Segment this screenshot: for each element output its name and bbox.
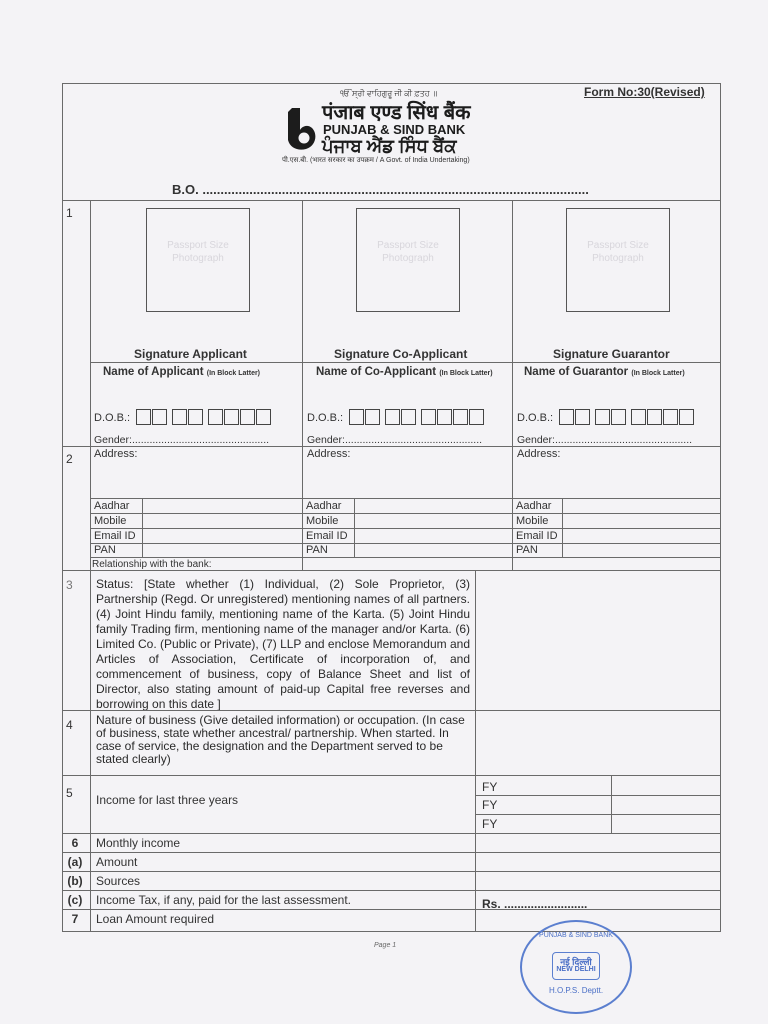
aadhar-label-guarantor: Aadhar <box>516 500 552 512</box>
mobile-label-guarantor: Mobile <box>516 515 549 527</box>
govt-undertaking: पी.एस.बी. (भारत सरकार का उपक्रम / A Govt. of India Undertaking) <box>282 157 470 164</box>
relationship-label: Relationship with the bank: <box>92 559 212 570</box>
dob-label-applicant: D.O.B.: <box>94 412 131 424</box>
name-guarantor-label: Name of Guarantor (In Block Latter) <box>524 366 685 378</box>
photo-placeholder: Passport Size Photograph <box>377 240 439 264</box>
amount-label: Amount <box>96 855 138 869</box>
bank-logo <box>282 106 320 152</box>
bank-name-hindi: पंजाब एण्ड सिंध बैंक <box>322 102 471 124</box>
row-number-c: (c) <box>67 893 83 907</box>
row-number-a: (a) <box>67 855 83 869</box>
monthly-income-label: Monthly income <box>96 836 181 850</box>
pan-label-co-applicant: PAN <box>306 544 328 556</box>
sources-label: Sources <box>96 874 141 888</box>
section-number-3: 3 <box>66 578 73 592</box>
status-description: Status: [State whether (1) Individual, (2) Sole Proprietor, (3) Partnership (Regd. Or unregistered) mentioning names of all partners. (4) Joint Hindu family, mentioning name of the Karta. (5) Joint Hindu family Trading firm, mentioning name of the manager and/or Karta. (6) Limited Co. (Public or Private), (7) LLP and enclose Memorandum and Articles of Association, Certificate of incorporation of, and commencement of business, copy of Balance Sheet and list of Director, also stating amount of paid-up Capital free reverses and borrowing on this date ] <box>96 577 470 711</box>
section-number-4: 4 <box>66 718 73 732</box>
email-label-co-applicant: Email ID <box>306 530 348 542</box>
bank-name-punjabi: ਪੰਜਾਬ ਐਂਡ ਸਿੰਧ ਬੈਂਕ <box>322 136 457 156</box>
email-label-applicant: Email ID <box>94 530 136 542</box>
dob-field-co-applicant[interactable] <box>349 409 485 425</box>
photo-box-guarantor[interactable] <box>566 208 670 312</box>
rs-field[interactable]: Rs. ......................... <box>482 897 588 911</box>
gender-field-applicant[interactable]: Gender:............................................... <box>94 434 270 446</box>
signature-co-applicant-label: Signature Co-Applicant <box>334 347 468 361</box>
section-number-5: 5 <box>66 786 73 800</box>
dob-label-co-applicant: D.O.B.: <box>307 412 344 424</box>
income-tax-label: Income Tax, if any, paid for the last assessment. <box>96 893 352 907</box>
pan-label-applicant: PAN <box>94 544 116 556</box>
email-label-guarantor: Email ID <box>516 530 558 542</box>
aadhar-label-co-applicant: Aadhar <box>306 500 342 512</box>
address-label-co-applicant: Address: <box>307 448 351 460</box>
dob-field-applicant[interactable] <box>136 409 272 425</box>
signature-applicant-label: Signature Applicant <box>134 347 247 361</box>
name-applicant-label: Name of Applicant (In Block Latter) <box>103 366 261 378</box>
fy-label-2: FY <box>482 798 498 812</box>
row-number-7: 7 <box>71 912 79 926</box>
row-number-6: 6 <box>71 836 79 850</box>
photo-placeholder: Passport Size Photograph <box>587 240 649 264</box>
name-co-applicant-label: Name of Co-Applicant (In Block Latter) <box>316 366 493 378</box>
section-number-1: 1 <box>66 206 73 220</box>
bank-name-english: PUNJAB & SIND BANK <box>323 122 466 137</box>
mobile-label-co-applicant: Mobile <box>306 515 339 527</box>
photo-placeholder: Passport Size Photograph <box>167 240 229 264</box>
row-number-b: (b) <box>67 874 83 888</box>
aadhar-label-applicant: Aadhar <box>94 500 130 512</box>
signature-guarantor-label: Signature Guarantor <box>553 347 670 361</box>
section-number-2: 2 <box>66 452 73 466</box>
fy-label-1: FY <box>482 780 498 794</box>
address-label-applicant: Address: <box>94 448 138 460</box>
fy-label-3: FY <box>482 817 498 831</box>
income-three-years-label: Income for last three years <box>96 793 239 807</box>
official-stamp: PUNJAB & SIND BANK नई दिल्ली NEW DELHI H.O.P.S. Deptt. <box>520 920 632 1014</box>
nature-of-business-description: Nature of business (Give detailed information) or occupation. (In case of business, state whether ancestral/ partnership. When started. In case of service, the designation and the Department served to be stated clearly) <box>96 713 465 766</box>
page-number: Page 1 <box>374 942 397 949</box>
motto: ੴ ਸ੍ਰੀ ਵਾਹਿਗੁਰੂ ਜੀ ਕੀ ਫ਼ਤਹ ॥ <box>340 89 438 98</box>
dob-field-guarantor[interactable] <box>559 409 695 425</box>
photo-box-applicant[interactable] <box>146 208 250 312</box>
address-label-guarantor: Address: <box>517 448 561 460</box>
pan-label-guarantor: PAN <box>516 544 538 556</box>
photo-box-co-applicant[interactable] <box>356 208 460 312</box>
loan-amount-label: Loan Amount required <box>96 912 215 926</box>
dob-label-guarantor: D.O.B.: <box>517 412 554 424</box>
gender-field-co-applicant[interactable]: Gender:............................................... <box>307 434 483 446</box>
mobile-label-applicant: Mobile <box>94 515 127 527</box>
gender-field-guarantor[interactable]: Gender:............................................... <box>517 434 693 446</box>
form-number: Form No:30(Revised) <box>584 85 705 99</box>
branch-office-field: B.O. ........................................................................................................... <box>172 182 589 197</box>
